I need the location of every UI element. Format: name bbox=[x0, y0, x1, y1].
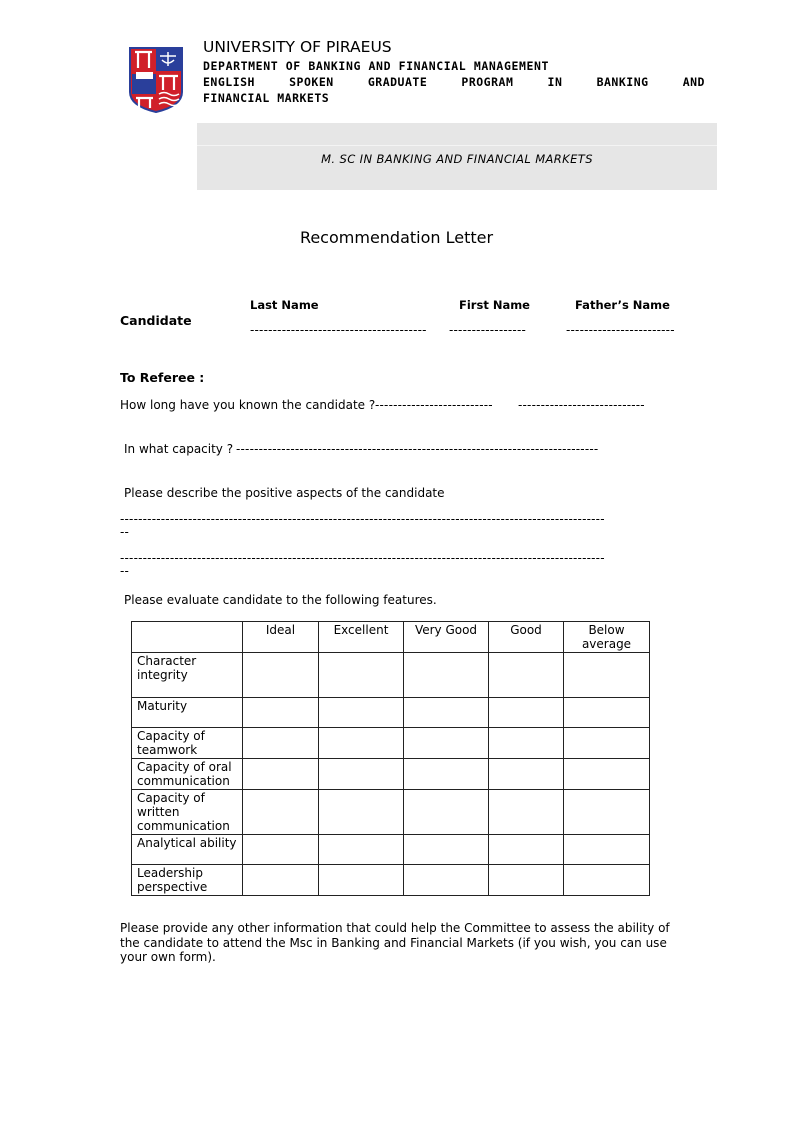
first-name-field[interactable]: ----------------- bbox=[449, 323, 527, 337]
rating-cell[interactable] bbox=[243, 865, 319, 896]
rating-cell[interactable] bbox=[564, 698, 650, 728]
rating-cell[interactable] bbox=[319, 790, 404, 835]
rating-cell[interactable] bbox=[489, 728, 564, 759]
positive-aspects-line-1[interactable]: ----------------------------------------------------------------------------------------------------------- bbox=[120, 512, 605, 526]
rating-cell[interactable] bbox=[489, 835, 564, 865]
table-row bbox=[132, 759, 650, 790]
rating-cell[interactable] bbox=[564, 835, 650, 865]
row-label: Capacity of written communication bbox=[132, 790, 243, 835]
rating-cell[interactable] bbox=[404, 865, 489, 896]
rating-cell[interactable] bbox=[319, 728, 404, 759]
capacity-field[interactable]: -------------------------------------------------------------------------------- bbox=[236, 442, 599, 456]
rating-cell[interactable] bbox=[564, 653, 650, 698]
known-field-2[interactable]: ---------------------------- bbox=[518, 398, 645, 412]
rating-cell[interactable] bbox=[404, 759, 489, 790]
table-header-cell: Very Good bbox=[404, 622, 489, 653]
university-name: UNIVERSITY OF PIRAEUS bbox=[203, 38, 392, 56]
rating-cell[interactable] bbox=[243, 728, 319, 759]
rating-cell[interactable] bbox=[404, 790, 489, 835]
rating-cell[interactable] bbox=[243, 790, 319, 835]
positive-aspects-line-2-wrap: -- bbox=[120, 564, 130, 578]
table-row bbox=[132, 728, 650, 759]
row-label: Character integrity bbox=[132, 653, 243, 698]
rating-cell[interactable] bbox=[319, 759, 404, 790]
rating-cell[interactable] bbox=[243, 835, 319, 865]
rating-cell[interactable] bbox=[243, 759, 319, 790]
university-crest-logo bbox=[128, 46, 184, 114]
rating-cell[interactable] bbox=[564, 759, 650, 790]
rating-cell[interactable] bbox=[489, 790, 564, 835]
rating-cell[interactable] bbox=[564, 790, 650, 835]
rating-cell[interactable] bbox=[404, 698, 489, 728]
program-name-line2: FINANCIAL MARKETS bbox=[203, 91, 330, 105]
program-banner bbox=[197, 123, 717, 190]
table-row bbox=[132, 865, 650, 896]
table-header-row bbox=[132, 622, 650, 653]
banner-text: M. SC IN BANKING AND FINANCIAL MARKETS bbox=[321, 152, 593, 166]
table-row bbox=[132, 653, 650, 698]
first-name-label: First Name bbox=[459, 298, 530, 312]
program-name-line1: ENGLISH SPOKEN GRADUATE PROGRAM IN BANKING AND bbox=[203, 75, 705, 89]
row-label: Capacity of oral communication bbox=[132, 759, 243, 790]
table-row bbox=[132, 835, 650, 865]
rating-cell[interactable] bbox=[404, 728, 489, 759]
table-header-cell: Ideal bbox=[243, 622, 319, 653]
table-row bbox=[132, 698, 650, 728]
rating-cell[interactable] bbox=[489, 698, 564, 728]
row-label: Leadership perspective bbox=[132, 865, 243, 896]
table-header-cell bbox=[132, 622, 243, 653]
capacity-question: In what capacity ? bbox=[124, 442, 234, 456]
last-name-label: Last Name bbox=[250, 298, 319, 312]
row-label: Analytical ability bbox=[132, 835, 243, 865]
table-row bbox=[132, 790, 650, 835]
row-label: Capacity of teamwork bbox=[132, 728, 243, 759]
known-field-1[interactable]: -------------------------- bbox=[375, 398, 493, 412]
department-name: DEPARTMENT OF BANKING AND FINANCIAL MANAGEMENT bbox=[203, 59, 550, 73]
rating-cell[interactable] bbox=[319, 835, 404, 865]
fathers-name-field[interactable]: ------------------------ bbox=[566, 323, 675, 337]
table-header-cell: Excellent bbox=[319, 622, 404, 653]
referee-heading: To Referee : bbox=[120, 370, 205, 385]
positive-aspects-question: Please describe the positive aspects of the candidate bbox=[124, 486, 445, 500]
rating-cell[interactable] bbox=[319, 865, 404, 896]
last-name-field[interactable]: --------------------------------------- bbox=[250, 323, 427, 337]
positive-aspects-line-2[interactable]: ----------------------------------------------------------------------------------------------------------- bbox=[120, 551, 605, 565]
candidate-label: Candidate bbox=[120, 313, 192, 328]
rating-cell[interactable] bbox=[564, 728, 650, 759]
table-header-cell: Below average bbox=[564, 622, 650, 653]
evaluation-table bbox=[131, 621, 650, 896]
rating-cell[interactable] bbox=[243, 653, 319, 698]
closing-paragraph: Please provide any other information that could help the Committee to assess the ability of the candidate to attend the Msc in Banking and Financial Markets (if you wish, you can use your own form). bbox=[120, 921, 670, 965]
document-title: Recommendation Letter bbox=[299, 228, 494, 247]
rating-cell[interactable] bbox=[404, 835, 489, 865]
known-question: How long have you known the candidate ? bbox=[120, 398, 376, 412]
rating-cell[interactable] bbox=[564, 865, 650, 896]
rating-cell[interactable] bbox=[489, 653, 564, 698]
rating-cell[interactable] bbox=[243, 698, 319, 728]
fathers-name-label: Father’s Name bbox=[575, 298, 670, 312]
rating-cell[interactable] bbox=[319, 698, 404, 728]
table-header-cell: Good bbox=[489, 622, 564, 653]
positive-aspects-line-1-wrap: -- bbox=[120, 525, 130, 539]
rating-cell[interactable] bbox=[489, 759, 564, 790]
rating-cell[interactable] bbox=[319, 653, 404, 698]
row-label: Maturity bbox=[132, 698, 243, 728]
rating-cell[interactable] bbox=[404, 653, 489, 698]
evaluate-instruction: Please evaluate candidate to the following features. bbox=[124, 593, 437, 607]
rating-cell[interactable] bbox=[489, 865, 564, 896]
